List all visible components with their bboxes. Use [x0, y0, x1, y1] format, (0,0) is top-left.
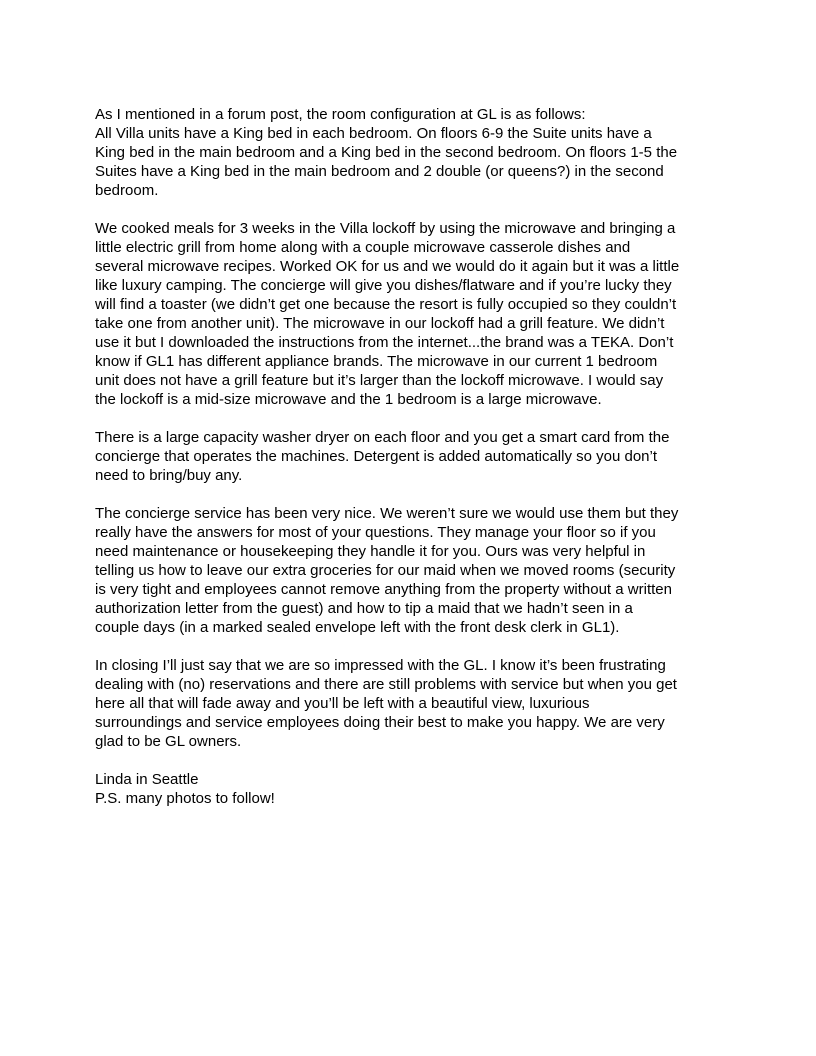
text-line: dealing with (no) reservations and there are still problems with service but when you get: [95, 676, 677, 693]
text-line: like luxury camping. The concierge will give you dishes/flatware and if you’re lucky they: [95, 277, 672, 294]
text-line: use it but I downloaded the instructions from the internet...the brand was a TEKA. Don’t: [95, 334, 674, 351]
text-line: is very tight and employees cannot remove anything from the property without a written: [95, 581, 672, 598]
text-line: really have the answers for most of your questions. They manage your floor so if you: [95, 524, 656, 541]
text-line: King bed in the main bedroom and a King bed in the second bedroom. On floors 1-5 the: [95, 144, 678, 161]
text-line: We cooked meals for 3 weeks in the Villa lockoff by using the microwave and bringing a: [95, 220, 676, 237]
paragraph: [95, 656, 679, 751]
text-line: will find a toaster (we didn’t get one because the resort is fully occupied so they couldn’t: [95, 296, 677, 313]
text-line: Linda in Seattle: [95, 771, 199, 788]
text-line: need maintenance or housekeeping they handle it for you. Ours was very helpful in: [95, 543, 646, 560]
text-line: In closing I’ll just say that we are so impressed with the GL. I know it’s been frustrating: [95, 657, 666, 674]
text-line: telling us how to leave our extra groceries for our maid when we moved rooms (security: [95, 562, 676, 579]
signature-block: [95, 770, 679, 808]
paragraph: [95, 105, 679, 200]
text-line: here all that will fade away and you’ll be left with a beautiful view, luxurious: [95, 695, 590, 712]
text-line: take one from another unit). The microwave in our lockoff had a grill feature. We didn’t: [95, 315, 665, 332]
paragraph: [95, 504, 679, 637]
text-line: glad to be GL owners.: [95, 733, 242, 750]
paragraph: [95, 219, 679, 409]
letter-body: [95, 105, 679, 827]
text-line: There is a large capacity washer dryer on each floor and you get a smart card from the: [95, 429, 670, 446]
text-line: Suites have a King bed in the main bedroom and 2 double (or queens?) in the second: [95, 163, 664, 180]
text-line: the lockoff is a mid-size microwave and the 1 bedroom is a large microwave.: [95, 391, 602, 408]
text-line: know if GL1 has different appliance brands. The microwave in our current 1 bedroom: [95, 353, 658, 370]
text-line: concierge that operates the machines. Detergent is added automatically so you don’t: [95, 448, 658, 465]
text-line: unit does not have a grill feature but it’s larger than the lockoff microwave. I would say: [95, 372, 664, 389]
text-line: surroundings and service employees doing their best to make you happy. We are very: [95, 714, 665, 731]
text-line: As I mentioned in a forum post, the room configuration at GL is as follows:: [95, 106, 586, 123]
text-line: authorization letter from the guest) and how to tip a maid that we hadn’t seen in a: [95, 600, 633, 617]
text-line: several microwave recipes. Worked OK for us and we would do it again but it was a little: [95, 258, 680, 275]
text-line: need to bring/buy any.: [95, 467, 243, 484]
text-line: The concierge service has been very nice. We weren’t sure we would use them but they: [95, 505, 679, 522]
paragraph: [95, 428, 679, 485]
text-line: couple days (in a marked sealed envelope left with the front desk clerk in GL1).: [95, 619, 620, 636]
text-line: All Villa units have a King bed in each bedroom. On floors 6-9 the Suite units have a: [95, 125, 652, 142]
text-line: bedroom.: [95, 182, 159, 199]
text-line: little electric grill from home along with a couple microwave casserole dishes and: [95, 239, 631, 256]
text-line: P.S. many photos to follow!: [95, 790, 275, 807]
